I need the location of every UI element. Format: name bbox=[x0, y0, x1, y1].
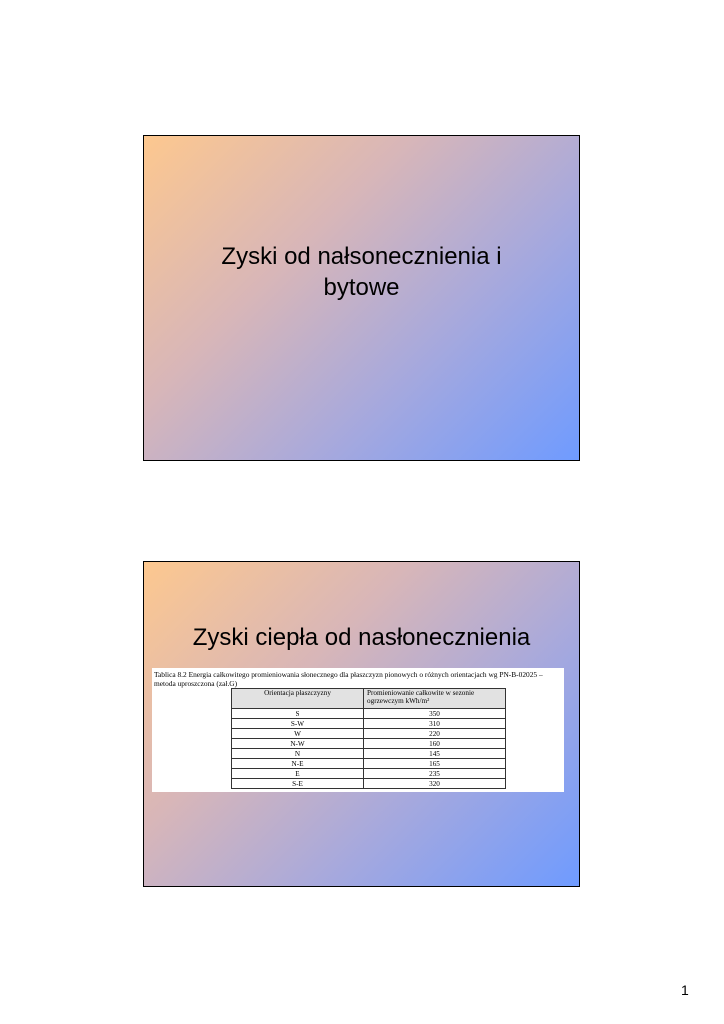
slide-1-title-line-1: Zyski od nałsonecznienia i bbox=[221, 243, 502, 270]
table-row bbox=[232, 769, 506, 779]
cell-value: 350 bbox=[364, 709, 506, 719]
cell-value: 220 bbox=[364, 729, 506, 739]
solar-radiation-table bbox=[231, 688, 506, 789]
cell-value: 160 bbox=[364, 739, 506, 749]
cell-orientation: S bbox=[232, 709, 364, 719]
cell-value: 165 bbox=[364, 759, 506, 769]
cell-orientation: E bbox=[232, 769, 364, 779]
table-row bbox=[232, 749, 506, 759]
slide-2 bbox=[143, 561, 580, 887]
table-header-row bbox=[232, 689, 506, 709]
table-row bbox=[232, 779, 506, 789]
cell-orientation: N bbox=[232, 749, 364, 759]
header-radiation: Promieniowanie całkowite w sezonie ogrzewczym kWh/m² bbox=[364, 689, 506, 709]
table-panel bbox=[152, 668, 564, 792]
slide-1 bbox=[143, 135, 580, 461]
cell-orientation: S-E bbox=[232, 779, 364, 789]
table-row bbox=[232, 709, 506, 719]
cell-orientation: N-W bbox=[232, 739, 364, 749]
table-row bbox=[232, 719, 506, 729]
slide-2-title: Zyski ciepła od nasłonecznienia bbox=[192, 624, 531, 651]
cell-orientation: W bbox=[232, 729, 364, 739]
page-number: 1 bbox=[681, 982, 689, 998]
cell-value: 145 bbox=[364, 749, 506, 759]
cell-value: 320 bbox=[364, 779, 506, 789]
table-row bbox=[232, 739, 506, 749]
cell-value: 235 bbox=[364, 769, 506, 779]
slide-1-title bbox=[144, 241, 579, 303]
cell-orientation: N-E bbox=[232, 759, 364, 769]
cell-value: 310 bbox=[364, 719, 506, 729]
table-caption: Tablica 8.2 Energia całkowitego promieniowania słonecznego dla płaszczyzn pionowych o różnych orientacjach wg PN-B-02025 – metoda uproszczona (zał.G) bbox=[154, 670, 543, 688]
header-orientation: Orientacja płaszczyzny bbox=[232, 689, 364, 709]
table-row bbox=[232, 729, 506, 739]
slide-1-title-line-2: bytowe bbox=[323, 274, 400, 301]
cell-orientation: S-W bbox=[232, 719, 364, 729]
table-row bbox=[232, 759, 506, 769]
